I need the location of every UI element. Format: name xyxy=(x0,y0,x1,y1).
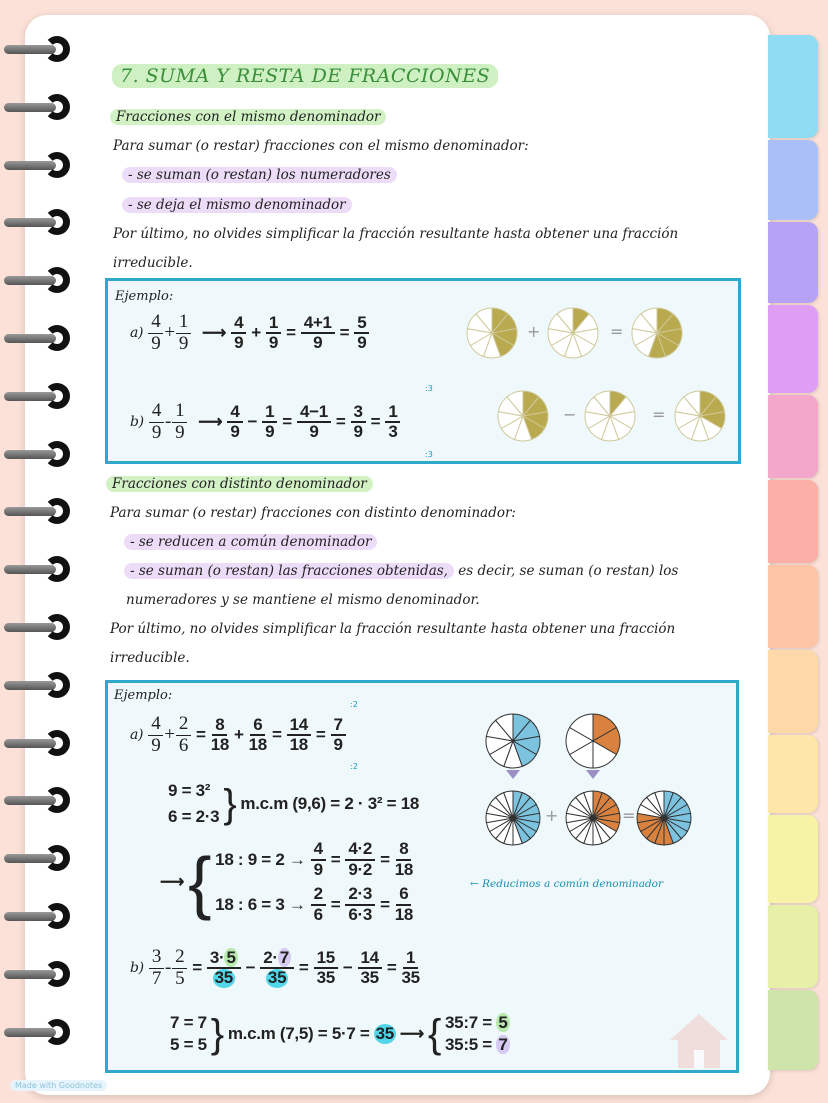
example2-a: a) $\frac{4}{9}$ + $\frac{2}{6}$ = $\frac{8}{18}$ + $\frac{6}{18}$ = $\frac{14}{18}$ = $\frac{7}{9}$ xyxy=(130,714,347,757)
section-tab[interactable] xyxy=(768,565,818,648)
simplify-annotation-top: :2 xyxy=(350,700,358,709)
common-denominator-system: ⟶ { 18 : 9 = 2 → $\frac{4}{9}$ = $\frac{4\cdot 2}{9\cdot 2}$ = $\frac{8}{18}$ 18 : 6 = 3 → $\frac{2}{6}$ = $\frac{2\cdot 3}{6\cdot 3}$ = $\frac{6}{18}$ xyxy=(160,839,414,925)
binder-ring xyxy=(0,325,72,351)
fraction: $\frac{3}{7}$ xyxy=(149,947,164,990)
fraction: $\frac{6}{18}$ xyxy=(248,714,267,755)
item-label: a) xyxy=(130,325,144,342)
binder-ring xyxy=(0,383,72,409)
example1-b: b) $\frac{4}{9}$ - $\frac{1}{9}$ ⟶ $\frac{4}{9}$ − $\frac{1}{9}$ = $\frac{4-1}{9}$ = $\frac{3}{9}$ = $\frac{1}{3}$ xyxy=(130,401,401,444)
fraction: $\frac{1}{9}$ xyxy=(262,403,277,442)
lcm-calculation-a: 9 = 3² 6 = 2·3 } m.c.m (9,6) = 2 · 3² = 18 xyxy=(168,781,420,826)
fraction: $\frac{4}{9}$ xyxy=(148,714,163,757)
fraction: $\frac{1}{35}$ xyxy=(401,947,420,988)
section-tab[interactable] xyxy=(768,395,818,478)
down-arrow-icon xyxy=(506,770,520,779)
fraction: $\frac{2}{5}$ xyxy=(172,947,187,990)
binder-ring xyxy=(0,1019,72,1045)
fraction: $\frac{4+1}{9}$ xyxy=(301,314,335,353)
section1-final: Por último, no olvides simplificar la fracción resultante hasta obtener una fracción xyxy=(113,226,679,242)
common-denominator-note: ← Reducimos a común denominador xyxy=(470,878,664,890)
item-label: b) xyxy=(130,414,144,431)
operator: + xyxy=(527,322,541,341)
fraction: $\frac{1}{9}$ xyxy=(266,314,281,353)
operator: = xyxy=(622,806,636,825)
operator: + xyxy=(545,806,559,825)
simplify-annotation-top: :3 xyxy=(425,384,433,393)
fraction: $\frac{1}{3}$ xyxy=(385,403,400,442)
goodnotes-watermark: Made with Goodnotes xyxy=(10,1080,107,1091)
binder-ring xyxy=(0,845,72,871)
binder-ring xyxy=(0,903,72,929)
section1-bullet1: - se suman (o restan) los numeradores xyxy=(122,167,397,183)
fraction-pie xyxy=(496,389,550,443)
fraction: $\frac{3}{9}$ xyxy=(351,403,366,442)
down-arrow-icon xyxy=(586,770,600,779)
section1-intro: Para sumar (o restar) fracciones con el mismo denominador: xyxy=(113,138,529,154)
operator: = xyxy=(610,322,624,341)
section2-bullet1: - se reducen a común denominador xyxy=(124,534,377,550)
fraction: $\frac{4}{9}$ xyxy=(231,314,246,353)
section-tab[interactable] xyxy=(768,990,818,1070)
binder-ring xyxy=(0,152,72,178)
fraction: $\frac{7}{9}$ xyxy=(331,716,346,755)
section-tab[interactable] xyxy=(768,815,818,903)
binder-ring xyxy=(0,961,72,987)
section2-heading: Fracciones con distinto denominador xyxy=(106,476,373,492)
example-label: Ejemplo: xyxy=(114,688,173,703)
fraction: $\frac{2}{6}$ xyxy=(176,714,191,757)
binder-ring xyxy=(0,556,72,582)
fraction: $\frac{2\cdot 7}{35}$ xyxy=(260,949,294,988)
section-tab[interactable] xyxy=(768,650,818,733)
fraction: $\frac{14}{35}$ xyxy=(358,949,382,988)
fraction-pie xyxy=(465,306,519,360)
binder-ring xyxy=(0,209,72,235)
binder-ring xyxy=(0,267,72,293)
arrow: ⟶ xyxy=(198,412,223,432)
simplify-annotation-bottom: :3 xyxy=(425,450,433,459)
arrow: ⟶ xyxy=(202,323,227,343)
section2-final-cont: irreducible. xyxy=(110,650,190,666)
section-tab[interactable] xyxy=(768,222,818,303)
fraction-pie xyxy=(564,789,622,847)
section1-bullet2: - se deja el mismo denominador xyxy=(122,197,352,213)
section-tab[interactable] xyxy=(768,735,818,813)
section2-final: Por último, no olvides simplificar la fracción resultante hasta obtener una fracción xyxy=(110,621,676,637)
operator: = xyxy=(652,405,666,424)
fraction-pie xyxy=(484,789,542,847)
fraction: $\frac{8}{18}$ xyxy=(210,714,229,755)
example-label: Ejemplo: xyxy=(115,289,174,304)
home-icon[interactable] xyxy=(668,1012,730,1070)
fraction: $\frac{4}{9}$ xyxy=(148,312,163,355)
fraction: $\frac{4}{9}$ xyxy=(149,401,164,444)
fraction: $\frac{14}{18}$ xyxy=(287,716,311,755)
lcm-calculation-b: 7 = 7 5 = 5 } m.c.m (7,5) = 5·7 = 35 ⟶ { 35:7 = 5 35:5 = 7 xyxy=(170,1012,508,1057)
binder-ring xyxy=(0,36,72,62)
section-tab[interactable] xyxy=(768,140,818,220)
example1-a: a) $\frac{4}{9}$ + $\frac{1}{9}$ ⟶ $\frac{4}{9}$ + $\frac{1}{9}$ = $\frac{4+1}{9}$ = $\frac{5}{9}$ xyxy=(130,312,370,355)
page-title: 7. SUMA Y RESTA DE FRACCIONES xyxy=(112,64,498,88)
fraction-pie xyxy=(673,389,727,443)
fraction-pie xyxy=(630,306,684,360)
fraction: $\frac{4}{9}$ xyxy=(227,403,242,442)
section1-heading: Fracciones con el mismo denominador xyxy=(110,109,386,125)
binder-ring xyxy=(0,730,72,756)
fraction: $\frac{1}{9}$ xyxy=(172,401,187,444)
section-tab[interactable] xyxy=(768,905,818,988)
fraction-pie xyxy=(546,306,600,360)
section1-final-cont: irreducible. xyxy=(113,255,193,271)
binder-ring xyxy=(0,672,72,698)
binder-ring xyxy=(0,94,72,120)
section-tab[interactable] xyxy=(768,305,818,393)
simplify-annotation-bottom: :2 xyxy=(350,762,358,771)
fraction: $\frac{3\cdot 5}{35}$ xyxy=(207,949,241,988)
fraction: $\frac{4-1}{9}$ xyxy=(297,403,331,442)
fraction-pie xyxy=(564,712,622,770)
fraction: $\frac{15}{35}$ xyxy=(314,949,338,988)
section2-bullet2-cont: numeradores y se mantiene el mismo denominador. xyxy=(126,592,480,608)
fraction-pie xyxy=(484,712,542,770)
binder-ring xyxy=(0,498,72,524)
fraction: $\frac{5}{9}$ xyxy=(354,314,369,353)
fraction-pie xyxy=(635,789,693,847)
section-tab[interactable] xyxy=(768,35,818,138)
section2-bullet2: - se suman (o restan) las fracciones obtenidas, xyxy=(124,563,454,579)
example2-b: b) $\frac{3}{7}$ - $\frac{2}{5}$ = $\frac{3\cdot 5}{35}$ − $\frac{2\cdot 7}{35}$ = $\frac{15}{35}$ − $\frac{14}{35}$ = $\frac{1}{35}$ xyxy=(130,946,420,989)
binder-ring xyxy=(0,614,72,640)
binder-ring xyxy=(0,787,72,813)
operator: − xyxy=(563,405,577,424)
binder-ring xyxy=(0,441,72,467)
section-tab[interactable] xyxy=(768,480,818,563)
section2-intro: Para sumar (o restar) fracciones con distinto denominador: xyxy=(110,505,516,521)
fraction-pie xyxy=(583,389,637,443)
fraction: $\frac{1}{9}$ xyxy=(176,312,191,355)
